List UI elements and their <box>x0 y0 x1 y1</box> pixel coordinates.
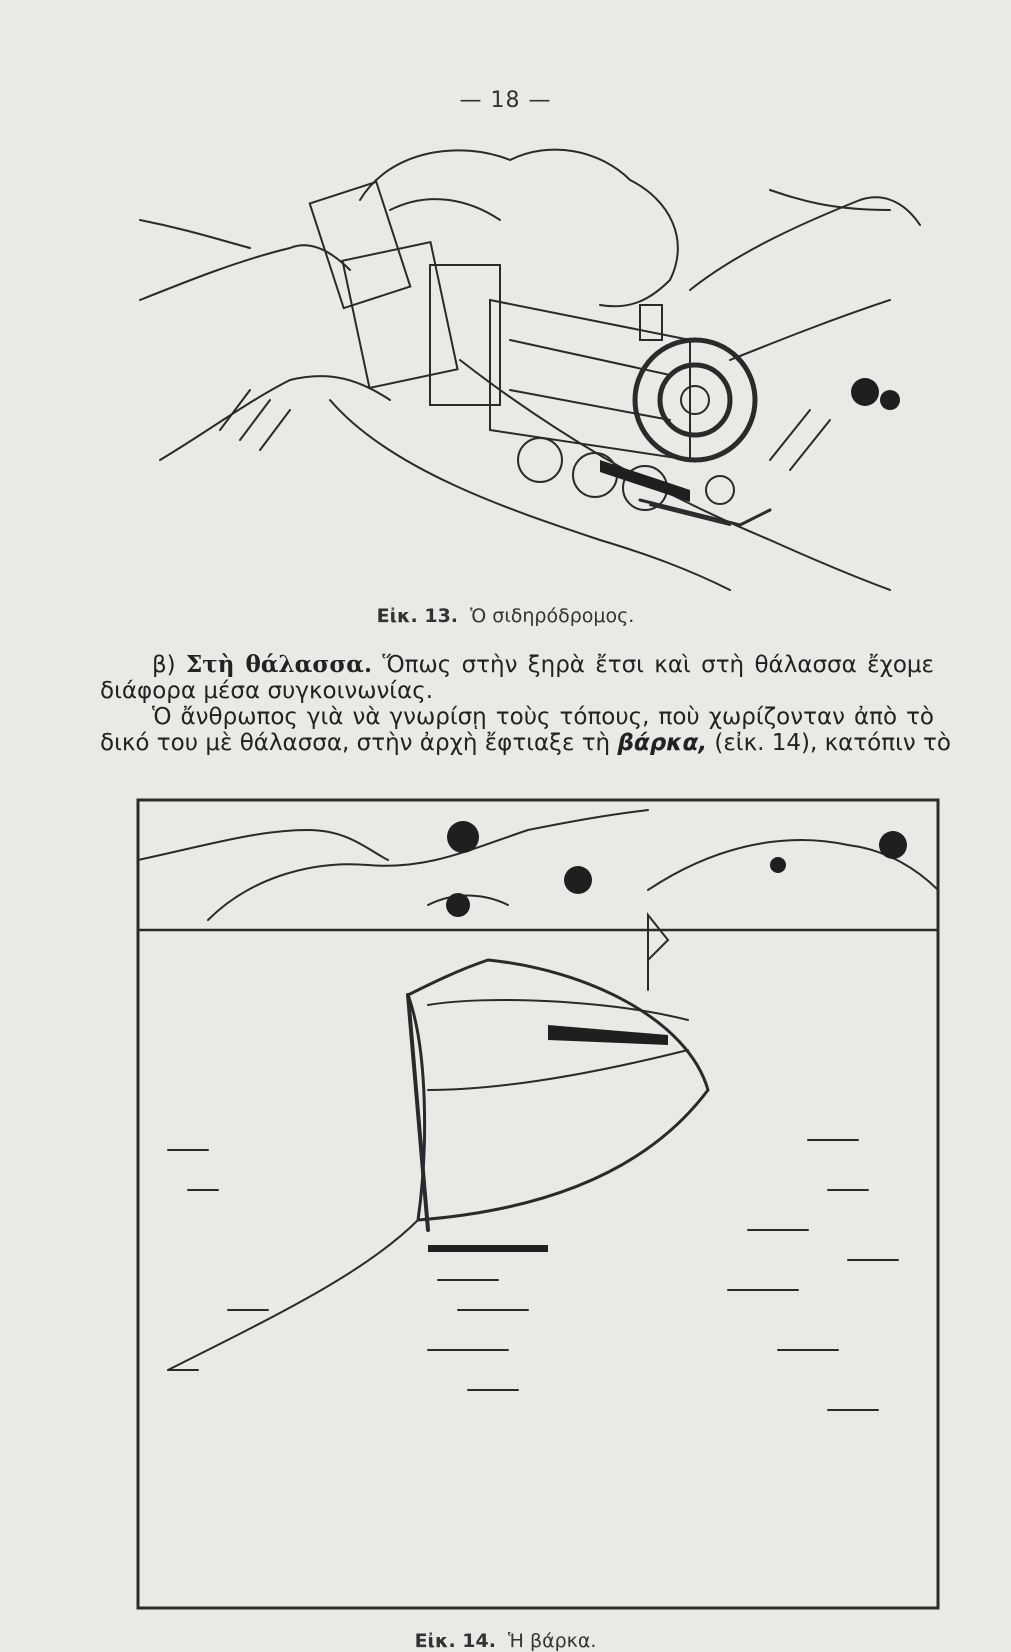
mountain-right <box>690 197 920 290</box>
boat-word: βάρκα, <box>617 730 708 756</box>
mountain-right-lower <box>730 300 890 360</box>
paragraph-1-text: Ὅπως στὴν ξηρὰ ἔτσι καὶ στὴ θάλασσα ἔχομε <box>382 652 934 678</box>
paragraph-2-text-before: δικό του μὲ θάλασσα, στὴν ἀρχὴ ἔφτιαξε τὴ <box>100 730 611 756</box>
page-number: — 18 — <box>459 88 552 113</box>
figure-14-label: Εἰκ. 14. <box>414 1630 496 1652</box>
figure-14-title: Ἡ βάρκα. <box>508 1630 597 1652</box>
paragraph-2-text-after: (εἰκ. 14), κατόπιν τὸ <box>714 730 951 756</box>
train-illustration <box>130 130 930 600</box>
figure-14-caption <box>0 1630 1011 1652</box>
figure-13-label: Εἰκ. 13. <box>376 605 459 627</box>
section-heading: Στὴ θάλασσα. <box>186 651 372 678</box>
paragraph-1-line-1 <box>100 652 934 678</box>
rope <box>168 1220 418 1370</box>
paragraph-2-line-1: Ὁ ἄνθρωπος γιὰ νὰ γνωρίσῃ τοὺς τόπους, ποὺ χωρίζονταν ἀπὸ τὸ <box>152 704 934 730</box>
smoke-cloud <box>360 150 678 307</box>
paragraph-1-line-2: διάφορα μέσα συγκοινωνίας. <box>100 678 434 704</box>
cowcatcher <box>640 500 770 525</box>
boiler-front <box>635 340 755 460</box>
water-stroke <box>168 1140 898 1410</box>
paragraph-2-line-2 <box>100 730 951 756</box>
figure-13-caption <box>0 605 1011 627</box>
hill-left <box>138 830 388 860</box>
section-marker: β) <box>152 652 176 678</box>
flag <box>648 915 668 960</box>
mountain-left <box>140 245 350 300</box>
figure-13-title: Ὁ σιδηρόδρομος. <box>470 605 635 627</box>
boat-illustration <box>128 790 948 1620</box>
body-text <box>100 651 951 756</box>
locomotive-boiler <box>490 300 690 460</box>
carriage-2 <box>342 242 457 388</box>
mountain-left-lower <box>160 376 390 460</box>
hill-middle <box>208 810 648 920</box>
picture-frame <box>138 800 938 1608</box>
wheel <box>518 438 562 482</box>
